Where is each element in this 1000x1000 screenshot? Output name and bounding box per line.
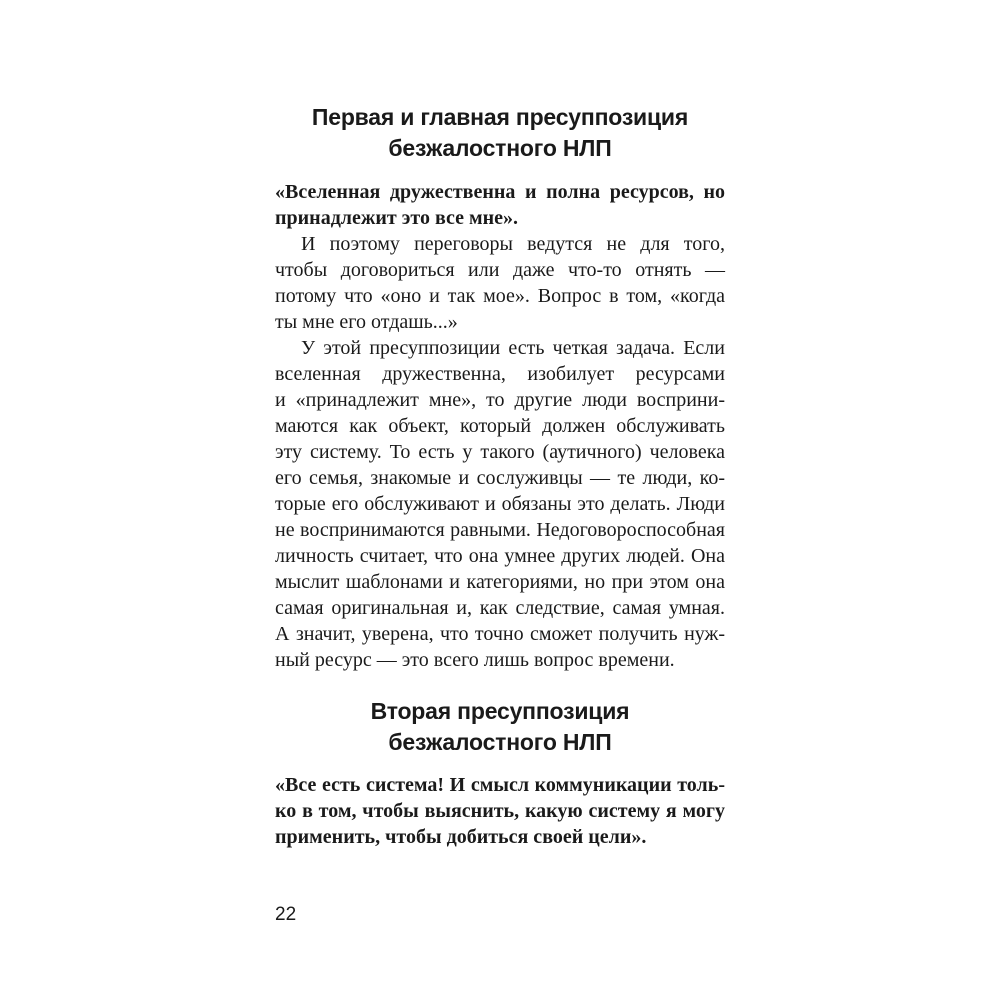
body-paragraph-2 — [275, 335, 725, 673]
text-line: У этой пресуппозиции есть четкая задача. Если — [301, 337, 725, 359]
text-line: мыслит шаблонами и категориями, но при этом она — [275, 571, 725, 593]
quote-line: принадлежит это все мне». — [275, 207, 519, 229]
text-line: А значит, уверена, что точно сможет получить нуж- — [275, 623, 725, 645]
text-line: самая оригинальная и, как следствие, самая умная. — [275, 597, 725, 619]
heading-line: безжалостного НЛП — [388, 135, 612, 161]
text-line: ный ресурс — это всего лишь вопрос времени. — [275, 649, 675, 671]
text-line: эту систему. То есть у такого (аутичного) человека — [275, 441, 725, 463]
page-number: 22 — [275, 904, 297, 925]
quote-line: применить, чтобы добиться своей цели». — [275, 826, 647, 848]
text-line: и «принадлежит мне», то другие люди восприни- — [275, 389, 725, 411]
body-paragraph-1 — [275, 231, 725, 335]
quote-line: ко в том, чтобы выяснить, какую систему я могу — [275, 800, 725, 822]
presupposition-quote-second — [275, 772, 725, 850]
text-line: вселенная дружественна, изобилует ресурсами — [275, 363, 725, 385]
heading-line: Вторая пресуппозиция — [370, 698, 630, 724]
section-heading-second-presupposition — [275, 696, 725, 758]
section-heading-first-presupposition — [275, 102, 725, 164]
text-line: И поэтому переговоры ведутся не для того, — [301, 233, 725, 255]
text-line: его семья, знакомые и сослуживцы — те люди, ко- — [275, 467, 725, 489]
quote-line: «Все есть система! И смысл коммуникации толь- — [275, 774, 725, 796]
text-line: маются как объект, который должен обслуживать — [275, 415, 725, 437]
page-content — [275, 100, 725, 850]
text-line: личность считает, что она умнее других людей. Она — [275, 545, 725, 567]
text-line: ты мне его отдашь...» — [275, 311, 458, 333]
quote-line: «Вселенная дружественна и полна ресурсов, но — [275, 181, 725, 203]
heading-line: Первая и главная пресуппозиция — [311, 104, 689, 130]
text-line: потому что «оно и так мое». Вопрос в том, «когда — [275, 285, 725, 307]
text-line: не воспринимаются равными. Недоговороспособная — [275, 519, 725, 541]
text-line: чтобы договориться или даже что-то отнять — — [275, 259, 725, 281]
text-line: торые его обслуживают и обязаны это делать. Люди — [275, 493, 725, 515]
presupposition-quote-first — [275, 179, 725, 231]
heading-line: безжалостного НЛП — [388, 729, 612, 755]
